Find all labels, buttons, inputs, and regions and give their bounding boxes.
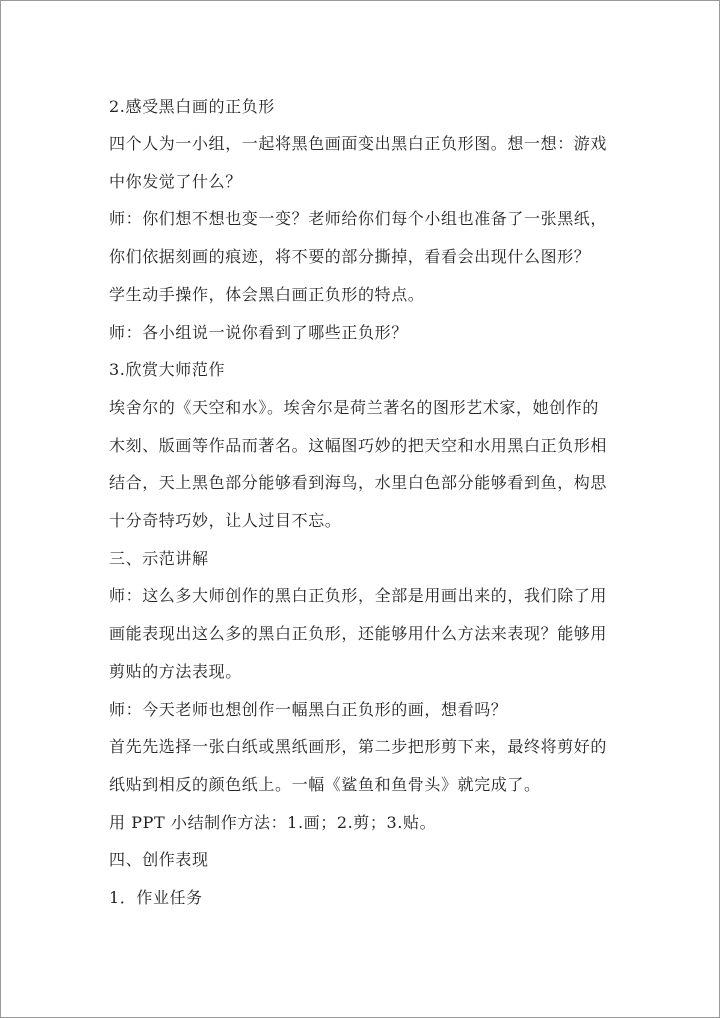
paragraph-line: 剪贴的方法表现。 (109, 662, 242, 681)
paragraph-line: 木刻、版画等作品而著名。这幅图巧妙的把天空和水用黑白正负形相 (109, 436, 608, 455)
paragraph-line: 埃舍尔的《天空和水》。埃舍尔是荷兰著名的图形艺术家，她创作的 (109, 398, 600, 417)
paragraph-line: 师：你们想不想也变一变？老师给你们每个小组也准备了一张黑纸， (109, 209, 608, 228)
paragraph-line: 师：这么多大师创作的黑白正负形，全部是用画出来的，我们除了用 (109, 586, 608, 605)
section-heading: 四、创作表现 (109, 850, 209, 869)
paragraph-line: 纸贴到相反的颜色纸上。一幅《鲨鱼和鱼骨头》就完成了。 (109, 775, 541, 794)
paragraph-line: 用 PPT 小结制作方法：1.画；2.剪；3.贴。 (109, 813, 437, 832)
paragraph-line: 你们依据刻画的痕迹，将不要的部分撕掉，看看会出现什么图形？ (109, 247, 591, 266)
paragraph-line: 师：各小组说一说你看到了哪些正负形？ (109, 323, 408, 342)
paragraph-line: 中你发觉了什么？ (109, 172, 242, 191)
paragraph-line: 画能表现出这么多的黑白正负形，还能够用什么方法来表现？能够用 (109, 624, 608, 643)
paragraph-line: 结合，天上黑色部分能够看到海鸟，水里白色部分能够看到鱼，构思 (109, 473, 608, 492)
paragraph-line: 师：今天老师也想创作一幅黑白正负形的画，想看吗？ (109, 700, 508, 719)
section-heading: 2.感受黑白画的正负形 (109, 97, 275, 116)
paragraph-line: 学生动手操作，体会黑白画正负形的特点。 (109, 285, 425, 304)
section-heading: 三、示范讲解 (109, 549, 209, 568)
section-heading: 1．作业任务 (109, 888, 203, 907)
section-heading: 3.欣赏大师范作 (109, 360, 226, 379)
paragraph-line: 四个人为一小组，一起将黑色画面变出黑白正负形图。想一想：游戏 (109, 134, 608, 153)
paragraph-line: 首先先选择一张白纸或黑纸画形，第二步把形剪下来，最终将剪好的 (109, 737, 608, 756)
paragraph-line: 十分奇特巧妙，让人过目不忘。 (109, 511, 342, 530)
